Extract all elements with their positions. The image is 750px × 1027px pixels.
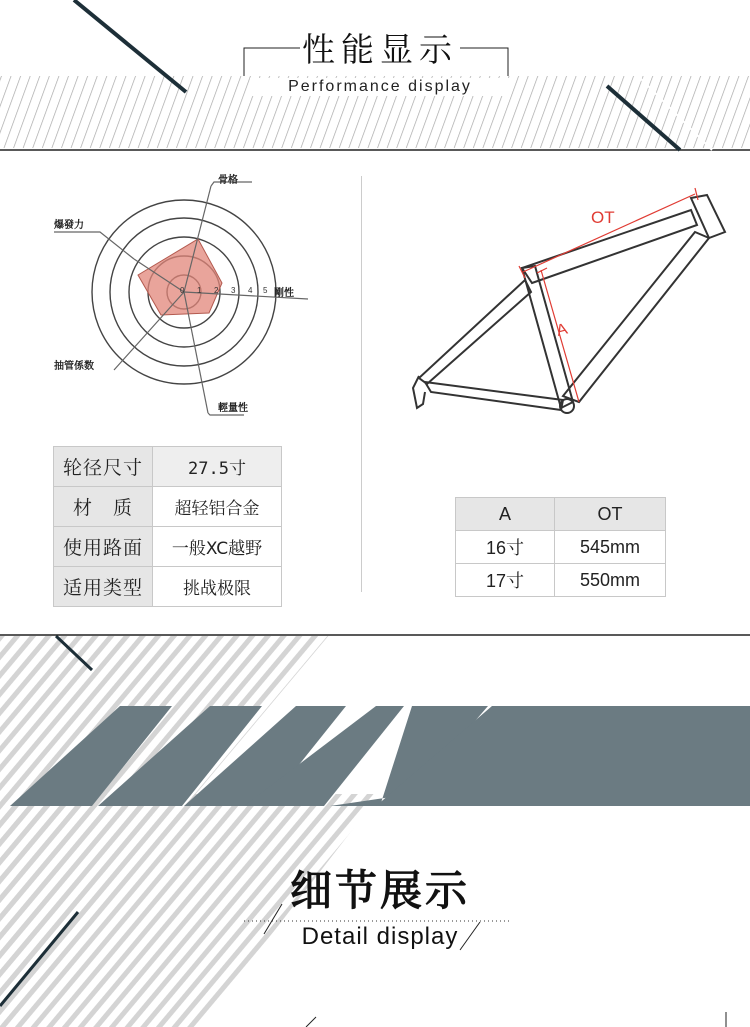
table-cell: 17寸 [456,564,555,597]
spec-label: 轮径尺寸 [54,447,153,487]
radar-axis-label: 骨格 [218,175,238,186]
table-row [54,487,282,527]
frame-diagram [395,170,740,435]
detail-background [0,634,750,1027]
radar-tick: 0 [180,286,185,295]
spec-label: 材 质 [54,487,153,527]
size-table [455,497,666,597]
header-background [0,0,750,152]
frame-label-a: A [554,320,570,340]
leader-line [54,232,134,259]
ot-dimension-line [523,194,695,272]
frame-label-ot: OT [591,208,615,227]
table-cell: 16寸 [456,531,555,564]
spec-label: 适用类型 [54,567,153,607]
section-divider [361,176,362,592]
ot-dimension-tick [695,188,698,200]
table-row [456,531,666,564]
table-row [54,447,282,487]
table-header-row [456,498,666,531]
performance-subtitle: Performance display [250,78,510,96]
column-header: OT [555,498,666,531]
spec-value: 超轻铝合金 [153,487,282,527]
down-tube [563,232,709,402]
performance-header [0,0,750,152]
radar-tick: 3 [231,286,236,295]
radar-chart [40,165,340,425]
radar-tick: 2 [214,286,219,295]
detail-subtitle: Detail display [301,923,459,950]
radar-axis-label: 剛性 [274,288,294,299]
radar-tick: 5 [263,286,268,295]
table-cell: 550mm [555,564,666,597]
spec-label: 使用路面 [54,527,153,567]
performance-title: 性能显示 [302,30,458,69]
radar-axis-label: 爆發力 [54,220,84,231]
chain-stay [425,382,563,410]
seat-stay [419,280,531,384]
radar-axis-label: 輕量性 [218,403,248,414]
spec-table [53,446,282,607]
radar-spoke [114,292,184,370]
table-row [456,564,666,597]
radar-axis-label: 抽管係数 [54,361,94,372]
spec-value: 挑战极限 [153,567,282,607]
spec-value: 27.5寸 [153,447,282,487]
table-cell: 545mm [555,531,666,564]
spec-value: 一般XC越野 [153,527,282,567]
column-header: A [456,498,555,531]
table-row [54,527,282,567]
table-row [54,567,282,607]
detail-title: 细节展示 [289,866,470,915]
radar-tick: 4 [248,286,253,295]
radar-tick: 1 [197,286,202,295]
